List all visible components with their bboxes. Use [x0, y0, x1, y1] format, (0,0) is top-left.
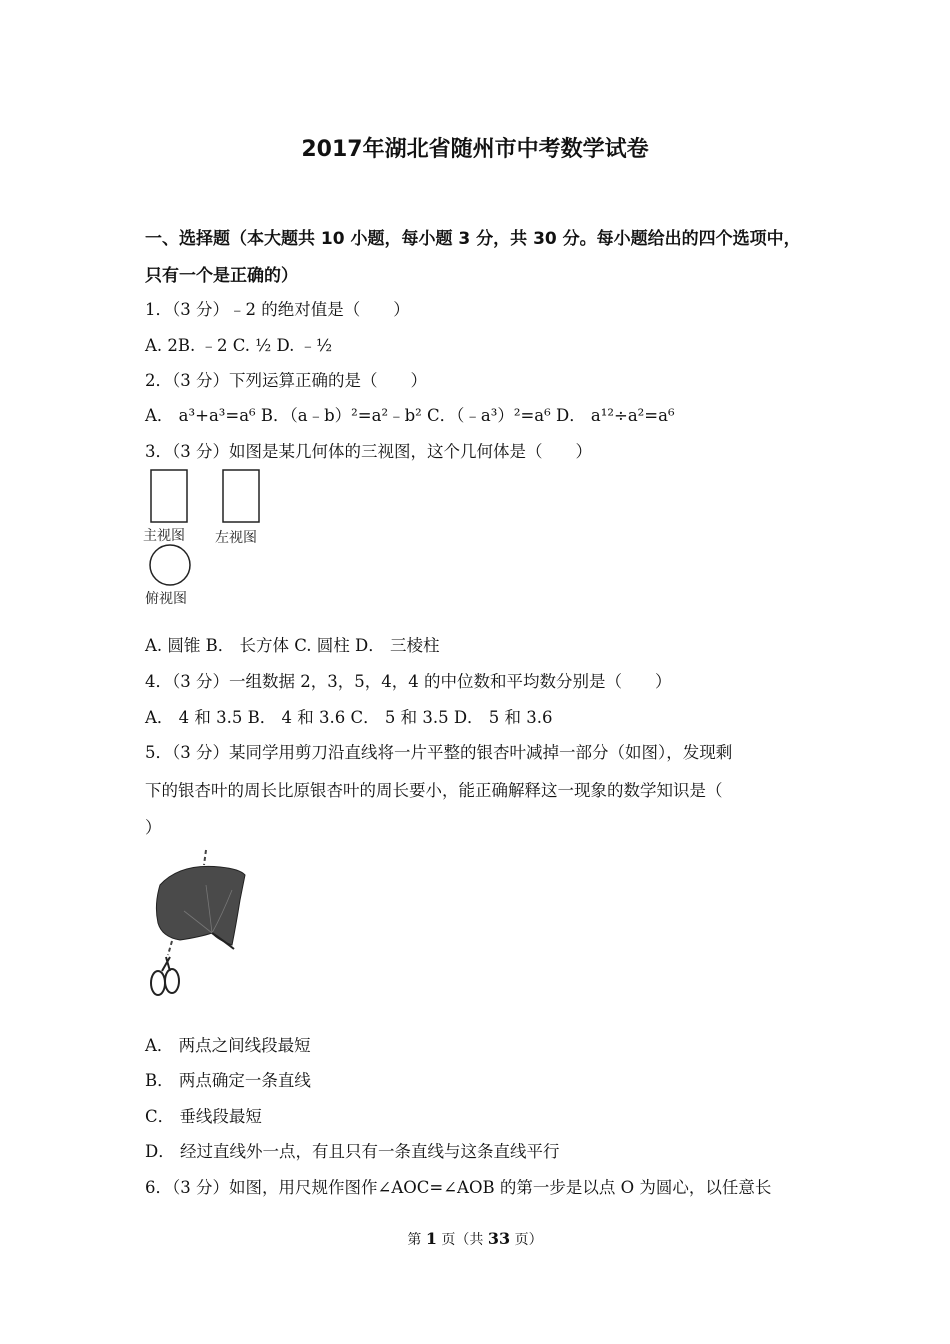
q3-stem: 3．（3 分）如图是某几何体的三视图，这个几何体是（ ） — [145, 442, 592, 461]
ginkgo-leaf-figure — [140, 845, 255, 1005]
scissors-handle-left — [151, 971, 165, 995]
footer-suffix: 页） — [510, 1232, 543, 1248]
q5-option-c: C． 垂线段最短 — [145, 1107, 262, 1126]
scissors-blades — [162, 957, 170, 971]
side-view-label: 左视图 — [215, 530, 257, 546]
q1-stem: 1．（3 分）﹣2 的绝对值是（ ） — [145, 300, 410, 319]
footer-page-number: 1 — [425, 1229, 437, 1248]
cut-line-top — [204, 850, 206, 865]
footer-total-pages: 33 — [487, 1229, 511, 1248]
cut-line-bottom — [168, 941, 172, 955]
top-view-circle — [150, 545, 190, 585]
page-footer — [0, 1229, 950, 1249]
q5-option-d: D． 经过直线外一点，有且只有一条直线与这条直线平行 — [145, 1142, 560, 1161]
section-heading-cont: 只有一个是正确的） — [145, 266, 298, 286]
q4-options: A． 4 和 3.5 B． 4 和 3.6 C． 5 和 3.5 D． 5 和 3.6 — [145, 708, 553, 727]
top-view-figure — [145, 542, 195, 590]
page-title: 2017年湖北省随州市中考数学试卷 — [301, 137, 649, 162]
footer-middle: 页（共 — [436, 1232, 488, 1248]
q6-stem-line1: 6．（3 分）如图，用尺规作图作∠AOC=∠AOB 的第一步是以点 O 为圆心，以任意长 — [145, 1178, 772, 1197]
top-view-label: 俯视图 — [145, 591, 187, 607]
footer-prefix: 第 — [407, 1232, 426, 1248]
q5-stem-line2: 下的银杏叶的周长比原银杏叶的周长要小，能正确解释这一现象的数学知识是（ — [145, 781, 723, 800]
q5-stem-line1: 5．（3 分）某同学用剪刀沿直线将一片平整的银杏叶减掉一部分（如图），发现剩 — [145, 743, 733, 762]
q4-stem: 4．（3 分）一组数据 2，3，5，4，4 的中位数和平均数分别是（ ） — [145, 672, 672, 691]
q5-option-b: B． 两点确定一条直线 — [145, 1071, 311, 1090]
front-view-label: 主视图 — [143, 528, 185, 544]
q2-options: A． a³+a³=a⁶ B．（a﹣b）²=a²﹣b² C．（﹣a³）²=a⁶ D． a¹²÷a²=a⁶ — [145, 406, 675, 425]
q3-options: A. 圆锥 B． 长方体 C. 圆柱 D． 三棱柱 — [145, 636, 440, 655]
side-view-rect — [223, 470, 259, 522]
q1-options: A. 2B. ﹣2 C. ½ D. ﹣½ — [145, 336, 333, 355]
ginkgo-leaf-blade — [156, 866, 245, 945]
section-heading: 一、选择题（本大题共 10 小题，每小题 3 分，共 30 分。每小题给出的四个选项中， — [145, 229, 801, 249]
scissors-handle-right — [165, 969, 179, 993]
front-view-rect — [151, 470, 187, 522]
q5-option-a: A． 两点之间线段最短 — [145, 1036, 311, 1055]
q5-stem-line3: ） — [145, 818, 162, 837]
q2-stem: 2．（3 分）下列运算正确的是（ ） — [145, 371, 427, 390]
